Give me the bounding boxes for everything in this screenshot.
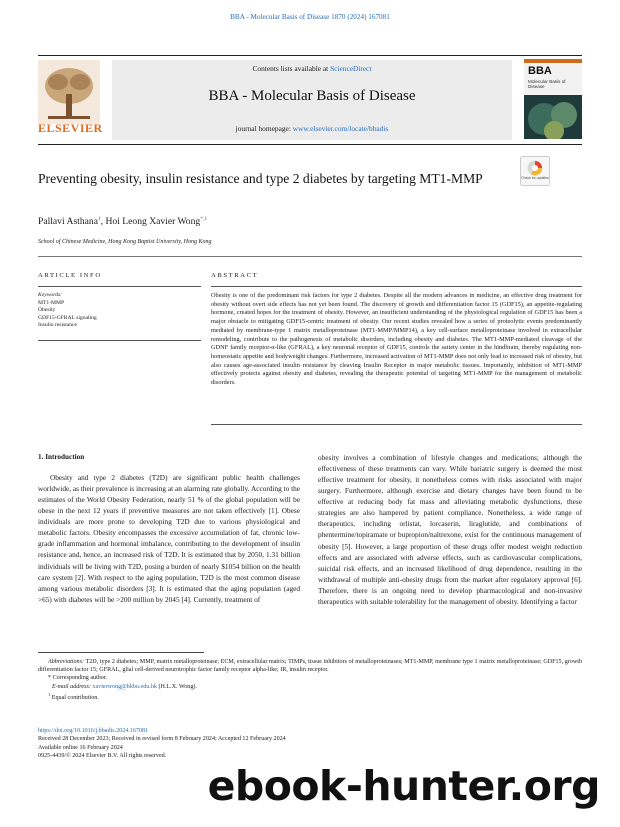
abbreviations-text: T2D, type 2 diabetes; MMP, matrix metalloproteinase; ECM, extracellular matrix; TIMPs, tissue inhibitors of metalloproteinases; MT1-MMP, membrane type 1 matrix metalloproteinase; GDF15, growth differentiation factor 15; GFRAL, glial cell-derived neurotrophic factor family receptor alpha-like; IR, insulin receptor. xyxy=(38,659,582,674)
corresponding-footnote: * Corresponding author. xyxy=(48,675,108,682)
homepage-link[interactable]: www.elsevier.com/locate/bbadis xyxy=(292,124,389,133)
email-footnote xyxy=(38,683,582,691)
keyword: Obesity xyxy=(38,307,56,314)
email-suffix: (H.L.X. Wong). xyxy=(156,683,197,690)
publication-info xyxy=(38,727,286,761)
abbreviations-label: Abbreviations: xyxy=(48,659,84,665)
check-for-updates-badge[interactable] xyxy=(520,156,550,186)
body-column-left xyxy=(38,472,300,605)
affiliation: School of Chinese Medicine, Hong Kong Baptist University, Hong Kong xyxy=(38,239,212,245)
author-name: Pallavi Asthana xyxy=(38,216,98,228)
journal-title: BBA - Molecular Basis of Disease xyxy=(208,88,416,104)
body-paragraph: obesity involves a combination of lifestyle changes and medications; although the effectiveness of these treatments can vary. While bariatric surgery is deemed the most effective treatment for obesity, it nonetheless comes with risks associated with major surgery. Furthermore, although exercise and dietary changes have been found to be effective at reducing body fat mass and alleviating metabolic dysfunctions, these strategies are also hampered by patient compliance. Nonetheless, a wide range of therapeutics, including orlistat, lorcaserin, liraglutide, and combinations of phentermine/topiramate or bupropion/naltrexone, exist for the continuous management of obesity [5]. However, a large proportion of these drugs offer modest weight reduction effects and are associated with adverse effects, such as cardiovascular complications, suicidal risk effects, and an increased likelihood of drug dependence, resulting in the withdrawal of multiple anti-obesity drugs from the market after regulatory approval [6]. Therefore, there is an ongoing need to develop pharmacological and non-invasive therapeutics with suitable tolerability for the management of obesity. Identifying a factor xyxy=(318,453,582,606)
body-paragraph: Obesity and type 2 diabetes (T2D) are significant public health challenges worldwide, as their prevalence is increasing at an alarming rate globally. According to the estimates of the World Obesity Federation, nearly 51 % of the global population will be obese in the next 12 years if preventive measures are not taken effectively [1]. Obese individuals are more prone to developing T2D due to various physiological and metabolic factors. Obesity encompasses the excessive accumulation of fat, chronic low-grade inflammation and hormonal imbalance, contributing to the development of insulin resistance and, hence, an increased risk of T2D. It is estimated that by 2050, 1.31 billion individuals will be living with T2D, posing a burden of nearly $1054 billion on the health care system [2]. With respect to the aging population, T2D is the most common disease among various metabolic disorders [3]. It is estimated that the aging population (aged >65) with diabetes will be >200 million by 2045 [4]. Currently, treatment of xyxy=(38,473,300,604)
email-label: E-mail address: xyxy=(52,683,91,690)
journal-cover xyxy=(524,59,582,139)
footnotes xyxy=(38,658,582,702)
homepage-prefix: journal homepage: xyxy=(235,124,293,133)
doi-link[interactable]: https://doi.org/10.1016/j.bbadis.2024.167081 xyxy=(38,728,149,734)
author-separator: , xyxy=(100,216,106,228)
sciencedirect-link[interactable]: ScienceDirect xyxy=(330,64,372,73)
abstract-text: Obesity is one of the predominant risk factors for type 2 diabetes. Despite all the modern advances in medicine, an effective drug treatment for obesity without overt side effects has not yet been found. The discovery of growth and differentiation factor 15 (GDF15), an appetite-regulating hormone, created hopes for the treatment of obesity. However, an insufficient understanding of the physiological regulation of GDF15 has been a major obstacle to mitigating GDF15-centric treatment of obesity. Our recent studies revealed how a series of proteolytic events predominantly mediated by membrane-type 1 matrix metalloproteinase (MT1-MMP/MMP14), a key cell-surface metalloproteinase involved in extracellular remodeling, contribute to the pathogenesis of metabolic disorders, including obesity and diabetes. The MT1-MMP-mediated cleavage of the GDNF family receptor-α-like (GFRAL), a key neuronal receptor of GDF15, controls the satiety center in the hindbrain, thereby regulating non-homeostatic appetite and bodyweight changes. Furthermore, increased activation of MT1-MMP does not only lead to increased risk of obesity, but also causes age-associated insulin resistance by cleaving Insulin Receptor in major metabolic tissues. Importantly, inhibition of MT1-MMP effectively protects against obesity and diabetes, revealing the therapeutic potential of targeting MT1-MMP for the management of metabolic disorders. xyxy=(211,292,582,387)
watermark: ebook-hunter.org xyxy=(207,762,600,810)
keywords-label: Keywords: xyxy=(38,292,63,298)
divider xyxy=(38,286,201,287)
copyright: 0925-4439/© 2024 Elsevier B.V. All rights reserved. xyxy=(38,753,167,760)
section-heading: 1. Introduction xyxy=(38,453,85,461)
homepage-line xyxy=(112,124,512,133)
keywords-block xyxy=(38,292,201,330)
check-for-updates-label: Check for updates xyxy=(521,176,549,180)
elsevier-wordmark: ELSEVIER xyxy=(38,121,103,135)
footnote-divider xyxy=(38,652,204,653)
received-dates: Received 28 December 2023; Received in revised form 8 February 2024; Accepted 12 February 2024 xyxy=(38,736,286,743)
divider xyxy=(38,340,201,341)
elsevier-logo xyxy=(38,60,103,138)
elsevier-tree-icon xyxy=(38,60,100,124)
keyword: GDF15-GFRAL signaling xyxy=(38,314,97,321)
author-list xyxy=(38,216,207,227)
equal-contribution-footnote xyxy=(38,691,582,702)
footnote-mark: 1 xyxy=(48,691,51,697)
equal-contribution-text: Equal contribution. xyxy=(51,694,99,701)
author-name: Hoi Leong Xavier Wong xyxy=(105,216,201,228)
cover-subtitle: Molecular Basis of Disease xyxy=(528,79,566,90)
article-title: Preventing obesity, insulin resistance and type 2 diabetes by targeting MT1-MMP xyxy=(38,171,483,186)
email-link[interactable]: xavierwong@hkbu.edu.hk xyxy=(92,683,157,690)
cover-title: BBA xyxy=(528,65,552,77)
abstract-heading: ABSTRACT xyxy=(211,272,259,279)
author-mark[interactable]: *,1 xyxy=(200,216,208,222)
divider xyxy=(38,256,582,257)
abbreviations-footnote xyxy=(38,658,582,674)
keyword: Insulin resistance xyxy=(38,322,77,329)
check-for-updates-icon xyxy=(520,156,550,186)
article-info-heading: ARTICLE INFO xyxy=(38,272,102,279)
body-column-right xyxy=(318,452,582,607)
contents-prefix: Contents lists available at xyxy=(252,64,331,73)
online-date: Available online 16 February 2024 xyxy=(38,744,123,751)
divider xyxy=(211,424,582,425)
journal-masthead xyxy=(38,55,582,145)
author-mark[interactable]: 1 xyxy=(97,216,101,222)
masthead-center xyxy=(112,60,512,140)
keyword: MT1-MMP xyxy=(38,299,65,306)
divider xyxy=(211,286,582,287)
running-head: BBA - Molecular Basis of Disease 1870 (2024) 167081 xyxy=(230,13,390,21)
contents-line xyxy=(112,64,512,73)
